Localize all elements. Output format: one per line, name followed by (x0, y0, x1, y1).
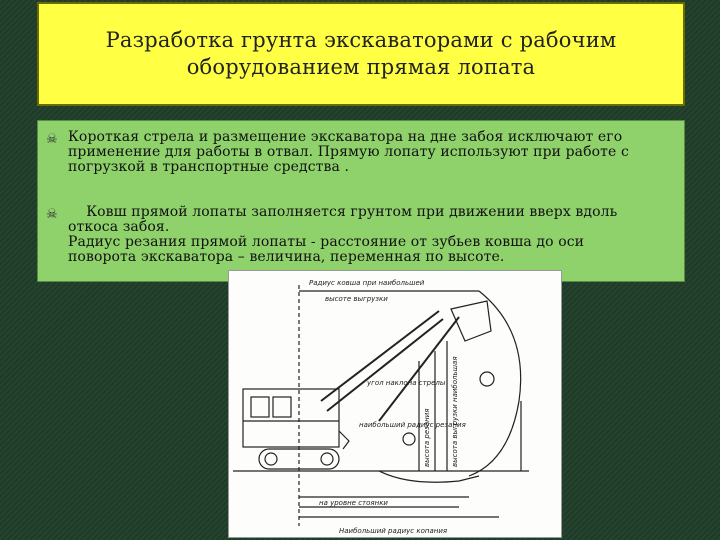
excavator-drawing (229, 271, 562, 538)
fig-label: высота выгрузки наибольшая (451, 356, 459, 467)
text-line: погрузкой в транспортные средства . (68, 159, 350, 175)
content-box (37, 120, 685, 282)
slide-title: Разработка грунта экскаваторами с рабочим оборудованием прямая лопата (105, 28, 617, 79)
text-line: Короткая стрела и размещение экскаватора на дне забоя исключают его (68, 129, 623, 145)
title-banner (37, 2, 685, 106)
text-line: применение для работы в отвал. Прямую лопату используют при работе с (68, 144, 629, 160)
fig-label: высота резания (423, 408, 431, 467)
fig-label: наибольший радиус резания (359, 421, 466, 429)
fig-label: высоте выгрузки (325, 295, 388, 303)
text-line: поворота экскаватора – величина, переменная по высоте. (68, 249, 505, 265)
text-line: откоса забоя. (68, 219, 170, 235)
excavator-boom (321, 311, 439, 401)
fig-label: Радиус ковша при наибольшей (309, 279, 425, 287)
bullet-icon: ☠ (46, 132, 58, 147)
bullet-paragraph-2 (68, 205, 674, 265)
digging-arc (469, 291, 521, 476)
fig-label: на уровне стоянки (319, 499, 388, 507)
text-line: Ковш прямой лопаты заполняется грунтом при движении вверх вдоль (68, 204, 618, 220)
fig-label: Наибольший радиус копания (339, 527, 448, 535)
bullet-icon: ☠ (46, 207, 58, 222)
bullet-paragraph-1 (68, 130, 674, 175)
text-line: Радиус резания прямой лопаты - расстояние от зубьев ковша до оси (68, 234, 585, 250)
excavator-diagram (228, 270, 562, 538)
excavator-track (259, 449, 339, 469)
fig-label: угол наклона стрелы (367, 379, 446, 387)
